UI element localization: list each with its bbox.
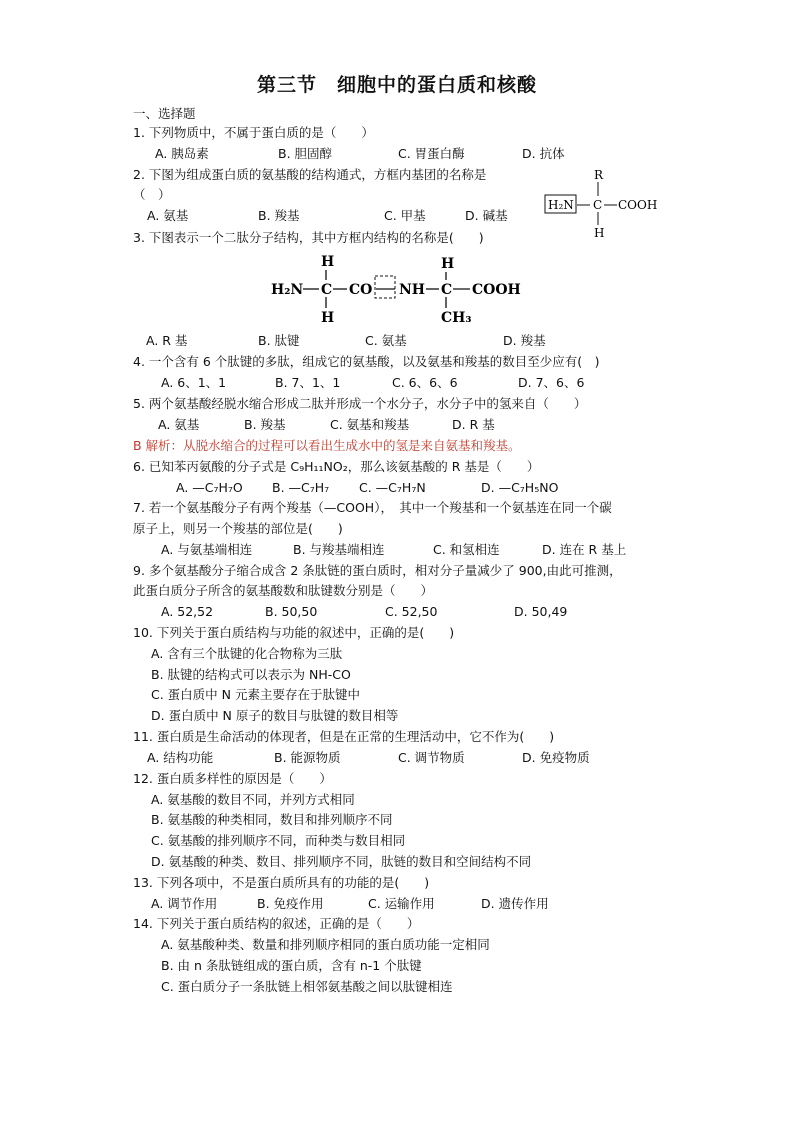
- q12-option-d: D. 氨基酸的种类、数目、排列顺序不同，肽链的数目和空间结构不同: [151, 854, 532, 869]
- amino-terminus-label: H₂N: [271, 282, 304, 298]
- q2-stem: 2. 下图为组成蛋白质的氨基酸的结构通式，方框内基团的名称是: [133, 167, 487, 182]
- q14-option-a: A. 氨基酸种类、数量和排列顺序相同的蛋白质功能一定相同: [161, 937, 490, 952]
- q13-stem: 13. 下列各项中，不是蛋白质所具有的功能的是( ): [133, 875, 430, 890]
- q6-option-a: A. —C₇H₇O: [176, 480, 243, 495]
- q3-option-c: C. 氨基: [365, 333, 407, 348]
- q3-option-b: B. 肽键: [258, 333, 300, 348]
- q4-option-a: A. 6、1、1: [161, 375, 227, 390]
- section-heading: 一、选择题: [133, 106, 196, 121]
- q2-option-d: D. 碱基: [465, 208, 508, 223]
- q10-option-b: B. 肽键的结构式可以表示为 NH-CO: [151, 667, 351, 682]
- q2-option-c: C. 甲基: [384, 208, 426, 223]
- r-group-label: R: [594, 168, 604, 182]
- q10-option-d: D. 蛋白质中 N 原子的数目与肽键的数目相等: [151, 708, 399, 723]
- q2-option-a: A. 氨基: [147, 208, 189, 223]
- q9-stem: 9. 多个氨基酸分子缩合成含 2 条肽链的蛋白质时，相对分子量减少了 900,由此可推测，: [133, 563, 622, 578]
- q11-stem: 11. 蛋白质是生命活动的体现者，但是在正常的生理活动中，它不作为( ): [133, 729, 555, 744]
- q9-option-a: A. 52,52: [161, 604, 214, 619]
- q7-stem-cont: 原子上，则另一个羧基的部位是( ): [133, 521, 343, 536]
- amino-group-label: H₂N: [548, 198, 574, 212]
- peptide-bond-box: [375, 276, 395, 298]
- q12-option-b: B. 氨基酸的种类相同，数目和排列顺序不同: [151, 812, 393, 827]
- q1-option-c: C. 胃蛋白酶: [398, 146, 465, 161]
- bottom-hydrogen: H: [321, 310, 335, 326]
- hydrogen-label: H: [594, 226, 605, 240]
- q12-option-c: C. 氨基酸的排列顺序不同，而种类与数目相同: [151, 833, 406, 848]
- q14-option-c: C. 蛋白质分子一条肽链上相邻氨基酸之间以肽键相连: [161, 979, 453, 994]
- q5-answer-explanation: B 解析：从脱水缩合的过程可以看出生成水中的氢是来自氨基和羧基。: [133, 438, 521, 453]
- q14-option-b: B. 由 n 条肽链组成的蛋白质，含有 n-1 个肽键: [161, 958, 422, 973]
- q11-option-d: D. 免疫物质: [522, 750, 590, 765]
- q5-option-a: A. 氨基: [158, 417, 200, 432]
- amino-acid-structure-diagram: [540, 164, 670, 240]
- q1-option-b: B. 胆固醇: [278, 146, 333, 161]
- q6-stem: 6. 已知苯丙氨酸的分子式是 C₉H₁₁NO₂，那么该氨基酸的 R 基是（ ）: [133, 459, 540, 474]
- q4-option-b: B. 7、1、1: [275, 375, 341, 390]
- q12-stem: 12. 蛋白质多样性的原因是（ ）: [133, 771, 332, 786]
- q7-option-a: A. 与氨基端相连: [161, 542, 253, 557]
- q4-option-c: C. 6、6、6: [392, 375, 458, 390]
- top-hydrogen-1: H: [321, 254, 335, 270]
- carboxyl-group-label: COOH: [618, 198, 658, 212]
- imino-label: NH: [399, 282, 426, 298]
- q3-stem: 3. 下图表示一个二肽分子结构，其中方框内结构的名称是( ): [133, 230, 484, 245]
- q7-option-d: D. 连在 R 基上: [542, 542, 627, 557]
- alpha-carbon-label: C: [593, 198, 603, 212]
- dipeptide-structure-diagram: [265, 250, 535, 330]
- carbon-2-label: C: [441, 282, 453, 298]
- q11-option-c: C. 调节物质: [398, 750, 465, 765]
- q9-option-c: C. 52,50: [385, 604, 438, 619]
- q13-option-b: B. 免疫作用: [257, 896, 324, 911]
- q9-option-d: D. 50,49: [514, 604, 568, 619]
- q9-option-b: B. 50,50: [265, 604, 318, 619]
- q11-option-b: B. 能源物质: [274, 750, 341, 765]
- q6-option-b: B. —C₇H₇: [272, 480, 330, 495]
- q5-stem: 5. 两个氨基酸经脱水缩合形成二肽并形成一个水分子，水分子中的氢来自（ ）: [133, 396, 587, 411]
- carbonyl-label: CO: [349, 282, 373, 298]
- q3-option-a: A. R 基: [146, 333, 188, 348]
- q7-stem: 7. 若一个氨基酸分子有两个羧基（—COOH）， 其中一个羧基和一个氨基连在同一个碳: [133, 500, 612, 515]
- q13-option-d: D. 遗传作用: [481, 896, 549, 911]
- carbon-1-label: C: [321, 282, 333, 298]
- q6-option-d: D. —C₇H₅NO: [481, 480, 559, 495]
- q6-option-c: C. —C₇H₇N: [359, 480, 426, 495]
- q4-option-d: D. 7、6、6: [518, 375, 585, 390]
- q13-option-c: C. 运输作用: [368, 896, 435, 911]
- q10-option-a: A. 含有三个肽键的化合物称为三肽: [151, 646, 343, 661]
- q1-option-a: A. 胰岛素: [155, 146, 209, 161]
- top-hydrogen-2: H: [441, 256, 455, 272]
- q3-option-d: D. 羧基: [503, 333, 546, 348]
- q1-option-d: D. 抗体: [522, 146, 565, 161]
- q1-stem: 1. 下列物质中，不属于蛋白质的是（ ）: [133, 125, 374, 140]
- q14-stem: 14. 下列关于蛋白质结构的叙述，正确的是（ ）: [133, 916, 420, 931]
- q12-option-a: A. 氨基酸的数目不同，并列方式相同: [151, 792, 355, 807]
- q13-option-a: A. 调节作用: [151, 896, 218, 911]
- carboxyl-terminus-label: COOH: [472, 282, 521, 298]
- q5-option-d: D. R 基: [452, 417, 495, 432]
- q9-stem-cont: 此蛋白质分子所含的氨基酸数和肽键数分别是（ ）: [133, 583, 434, 598]
- q10-stem: 10. 下列关于蛋白质结构与功能的叙述中，正确的是( ): [133, 625, 455, 640]
- q2-option-b: B. 羧基: [258, 208, 300, 223]
- q7-option-c: C. 和氢相连: [433, 542, 500, 557]
- q11-option-a: A. 结构功能: [147, 750, 214, 765]
- page-title: 第三节 细胞中的蛋白质和核酸: [256, 74, 537, 96]
- q5-option-c: C. 氨基和羧基: [330, 417, 410, 432]
- q7-option-b: B. 与羧基端相连: [293, 542, 385, 557]
- q5-option-b: B. 羧基: [244, 417, 286, 432]
- q10-option-c: C. 蛋白质中 N 元素主要存在于肽键中: [151, 687, 360, 702]
- methyl-group-label: CH₃: [441, 310, 472, 326]
- q2-stem-cont: （ ）: [133, 187, 171, 202]
- q4-stem: 4. 一个含有 6 个肽键的多肽，组成它的氨基酸，以及氨基和羧基的数目至少应有( ): [133, 354, 600, 369]
